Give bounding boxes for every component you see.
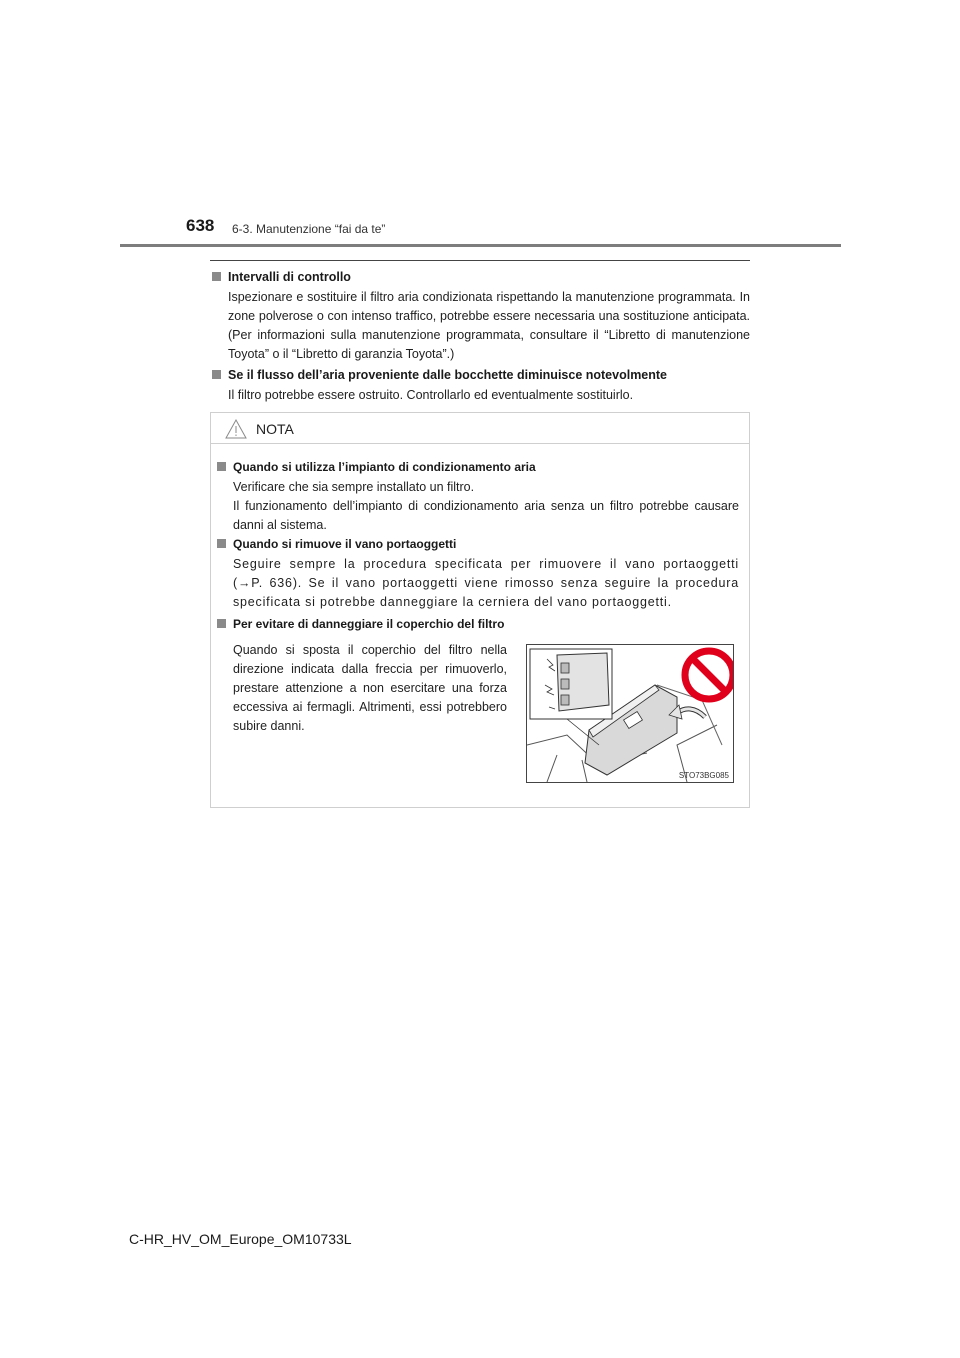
section-body: Il filtro potrebbe essere ostruito. Controllarlo ed eventualmente sostituirlo.: [228, 388, 634, 402]
filter-cover-figure: [526, 644, 734, 783]
note-item-line: Verificare che sia sempre installato un filtro.: [233, 480, 475, 494]
heading-text: Quando si rimuove il vano portaoggetti: [233, 537, 457, 551]
note-item-filter-cover: [215, 615, 739, 633]
figure-code: STO73BG085: [678, 771, 729, 780]
heading-text: Intervalli di controllo: [228, 270, 351, 284]
top-rule: [210, 260, 750, 261]
header-rule: [120, 244, 841, 247]
filter-cover-text: Quando si sposta il coperchio del filtro nella direzione indicata dalla freccia per rimuoverlo, prestare attenzione a non esercitare una forza eccessiva ai fermagli. Altrimenti, essi potrebbero subire danni.: [233, 643, 507, 733]
note-box: [210, 412, 750, 808]
filter-cover-illustration: [527, 645, 733, 782]
note-item-body: Seguire sempre la procedura specificata per rimuovere il vano portaoggetti (→P. 636). Se il vano portaoggetti viene rimosso senza seguire la procedura specificata si potrebbe danneggiare la cerniera del vano portaoggetti.: [233, 557, 739, 609]
bullet-square-icon: [212, 272, 221, 281]
warning-triangle-icon: [225, 419, 247, 439]
note-item-heading: [215, 535, 739, 553]
note-item-glovebox: [215, 535, 739, 612]
section-intervals: [210, 268, 750, 364]
footer-document-id: C-HR_HV_OM_Europe_OM10733L: [129, 1231, 352, 1247]
bullet-square-icon: [212, 370, 221, 379]
section-title: 6-3. Manutenzione “fai da te”: [232, 222, 386, 236]
section-heading: [210, 366, 750, 384]
bullet-square-icon: [217, 462, 226, 471]
heading-text: Se il flusso dell’aria proveniente dalle bocchette diminuisce notevolmente: [228, 368, 668, 382]
bullet-square-icon: [217, 539, 226, 548]
note-item-heading: [215, 615, 739, 633]
page-number: 638: [186, 216, 215, 235]
heading-text: Quando si utilizza l’impianto di condizionamento aria: [233, 460, 536, 474]
section-body: Ispezionare e sostituire il filtro aria condizionata rispettando la manutenzione programmata. In zone polverose o con intenso traffico, potrebbe essere necessaria una sostituzione anticipata. (Per informazioni sulla manutenzione programmata, consultare il “Libretto di manutenzione Toyota” o il “Libretto di garanzia Toyota”.): [228, 290, 750, 361]
note-item-ac: [215, 458, 739, 535]
heading-text: Per evitare di danneggiare il coperchio del filtro: [233, 617, 505, 631]
note-item-line: Il funzionamento dell’impianto di condizionamento aria senza un filtro potrebbe causare danni al sistema.: [233, 499, 739, 532]
note-header: [211, 413, 749, 444]
note-title: NOTA: [256, 421, 294, 437]
note-item-heading: [215, 458, 739, 476]
section-airflow: [210, 366, 750, 405]
bullet-square-icon: [217, 619, 226, 628]
section-heading: [210, 268, 750, 286]
